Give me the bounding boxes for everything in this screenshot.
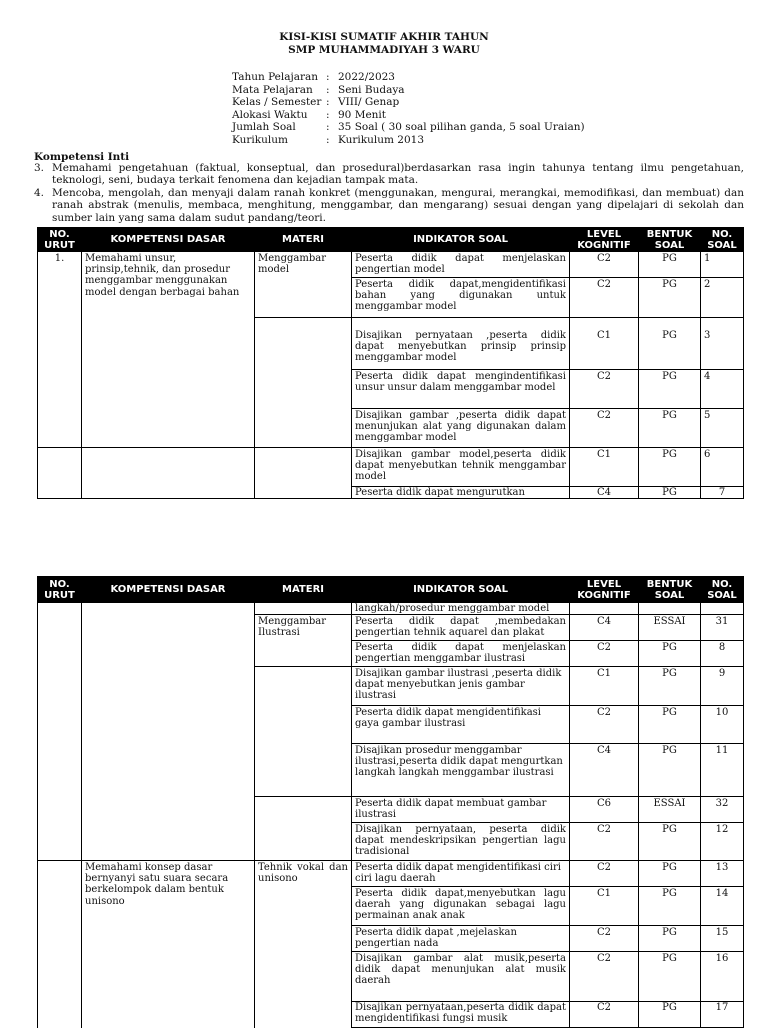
row-indikator: Peserta didik dapat membuat gambar ilustrasi [352,797,570,823]
meta-key: Kurikulum [232,133,288,146]
table-row: Disajikan prosedur menggambar ilustrasi,peserta didik dapat mengurtkan langkah langkah menggambar ilustrasi C4 PG 11 [38,744,744,797]
ki-item: 4. Mencoba, mengolah, dan menyaji dalam ranah konkret (menggunakan, mengurai, merangkai, memodifikasi, dan membuat) dan ranah abstrak (menulis, membaca, menghitung, menggambar, dan mengarang) sesuai dengan yang dipelajari di sekolah dan sumber lain yang sama dalam sudut pandang/teori. [34,187,744,224]
meta-key: Mata Pelajaran [232,83,313,96]
header-bentuk: BENTUK SOAL [639,577,701,603]
row-materi: Menggambar Ilustrasi [255,615,352,667]
header-kd: KOMPETENSI DASAR [82,577,255,603]
table-row: Peserta didik dapat ,mejelaskan pengertian nada C2 PG 15 [38,926,744,952]
row-indikator: Disajikan pernyataan, peserta didik dapat mendeskripsikan pengertian lagu tradisional [352,823,570,861]
table-row: Peserta didik dapat,mengidentifikasi bahan yang digunakan untuk menggambar model C2 PG 2 [38,278,744,318]
table-row: Disajikan pernyataan ,peserta didik dapat menyebutkan prinsip prinsip menggambar model C1 PG 3 [38,318,744,370]
table-row: Memahami konsep dasar bernyanyi satu suara secara berkelompok dalam bentuk unisono Tehnik vokal dan unisono Peserta didik dapat mengidentifikasi ciri ciri lagu daerah C2 PG 13 [38,861,744,887]
kisi-table-page-2 [37,576,744,1028]
table-row: 1. Memahami unsur, prinsip,tehnik, dan prosedur menggambar menggunakan model dengan berbagai bahan Menggambar model Peserta didik dapat menjelaskan pengertian model C2 PG 1 [38,252,744,278]
ki-heading: Kompetensi Inti [34,151,130,163]
table-row: Menggambar Ilustrasi Peserta didik dapat ,membedakan pengertian tehnik aquarel dan plakat C4 ESSAI 31 [38,615,744,641]
meta-value: 90 Menit [338,108,387,121]
meta-value: Seni Budaya [338,83,405,96]
row-indikator: Peserta didik dapat ,mejelaskan pengertian nada [352,926,570,952]
header-indikator: INDIKATOR SOAL [352,577,570,603]
table-row: Disajikan pernyataan,peserta didik dapat mengidentifikasi fungsi musik C2 PG 17 [38,1002,744,1028]
school-name: SMP MUHAMMADIYAH 3 WARU [288,44,480,56]
row-materi: Tehnik vokal dan unisono [255,861,352,1028]
meta-key: Alokasi Waktu [232,108,308,121]
table-row: Peserta didik dapat menjelaskan pengertian menggambar ilustrasi C2 PG 8 [38,641,744,667]
header-nomor: NO. SOAL [701,577,744,603]
table-row: Peserta didik dapat mengidentifikasi gaya gambar ilustrasi C2 PG 10 [38,706,744,744]
row-indikator: Disajikan gambar model,peserta didik dapat menyebutkan tehnik menggambar model [352,448,570,487]
row-indikator: Peserta didik dapat,mengidentifikasi bahan yang digunakan untuk menggambar model [352,278,570,318]
row-indikator: Disajikan gambar ilustrasi ,peserta didik dapat menyebutkan jenis gambar ilustrasi [352,667,570,706]
table-row: Peserta didik dapat mengindentifikasi unsur unsur dalam menggambar model C2 PG 4 [38,370,744,409]
header-level: LEVEL KOGNITIF [570,577,639,603]
meta-value: 35 Soal ( 30 soal pilihan ganda, 5 soal Uraian) [338,121,585,134]
row-indikator: Peserta didik dapat mengidentifikasi gaya gambar ilustrasi [352,706,570,744]
meta-block: Tahun Pelajaran : 2022/2023 Mata Pelajaran : Seni Budaya Kelas / Semester : VIII/ Genap Alokasi Waktu : 90 Menit Jumlah Soal : 35 Soal ( 30 soal pilihan ganda, 5 soal Uraian) Kurikulum : Kurikulum 2013 [232,71,585,146]
header-nomor: NO. SOAL [701,228,744,252]
table-row: Disajikan gambar alat musik,peserta didik dapat menunjukan alat musik daerah C2 PG 16 [38,952,744,1002]
row-indikator: Disajikan pernyataan ,peserta didik dapat menyebutkan prinsip prinsip menggambar model [352,318,570,370]
table-row: Peserta didik dapat mengurutkan C4 PG 7 [38,487,744,499]
row-indikator: Peserta didik dapat mengurutkan [352,487,570,499]
row-kd: Memahami konsep dasar bernyanyi satu suara secara berkelompok dalam bentuk unisono [82,861,255,1028]
row-kd: Memahami unsur, prinsip,tehnik, dan prosedur menggambar menggunakan model dengan berbagai bahan [82,252,255,448]
header-bentuk: BENTUK SOAL [639,228,701,252]
row-indikator: Disajikan gambar ,peserta didik dapat menunjukan alat yang digunakan dalam menggambar model [352,409,570,448]
row-indikator: Peserta didik dapat ,membedakan pengertian tehnik aquarel dan plakat [352,615,570,641]
meta-value: Kurikulum 2013 [338,133,425,146]
header-kd: KOMPETENSI DASAR [82,228,255,252]
table-row: Disajikan gambar ,peserta didik dapat menunjukan alat yang digunakan dalam menggambar model C2 PG 5 [38,409,744,448]
row-materi: Menggambar model [255,252,352,318]
table-row: Peserta didik dapat membuat gambar ilustrasi C6 ESSAI 32 [38,797,744,823]
row-indikator: Disajikan pernyataan,peserta didik dapat mengidentifikasi fungsi musik [352,1002,570,1028]
header-materi: MATERI [255,228,352,252]
meta-key: Kelas / Semester [232,96,322,109]
row-indikator: Peserta didik dapat menjelaskan pengertian model [352,252,570,278]
table-row: Disajikan gambar model,peserta didik dapat menyebutkan tehnik menggambar model C1 PG 6 [38,448,744,487]
header-no: NO. URUT [38,228,82,252]
header-materi: MATERI [255,577,352,603]
row-indikator: Peserta didik dapat,menyebutkan lagu daerah yang digunakan sebagai lagu permainan anak anak [352,887,570,926]
ki-item: 3. Memahami pengetahuan (faktual, konseptual, dan prosedural)berdasarkan rasa ingin tahunya tentang ilmu pengetahuan, teknologi, seni, budaya terkait fenomena dan kejadian tampak mata. [34,162,744,187]
row-indikator: Disajikan gambar alat musik,peserta didik dapat menunjukan alat musik daerah [352,952,570,1002]
meta-key: Jumlah Soal [232,121,296,134]
table-row: Disajikan gambar ilustrasi ,peserta didik dapat menyebutkan jenis gambar ilustrasi C1 PG 9 [38,667,744,706]
header-level: LEVEL KOGNITIF [570,228,639,252]
table-row [38,603,744,615]
row-indikator: Peserta didik dapat menjelaskan pengertian menggambar ilustrasi [352,641,570,667]
row-indikator: Peserta didik dapat mengidentifikasi ciri ciri lagu daerah [352,861,570,887]
meta-key: Tahun Pelajaran [232,71,319,83]
header-indikator: INDIKATOR SOAL [352,228,570,252]
row-indikator: Disajikan prosedur menggambar ilustrasi,peserta didik dapat mengurtkan langkah langkah menggambar ilustrasi [352,744,570,797]
table-row: Disajikan pernyataan, peserta didik dapat mendeskripsikan pengertian lagu tradisional C2 PG 12 [38,823,744,861]
kisi-table-page-1 [37,227,744,499]
meta-value: VIII/ Genap [338,96,400,109]
row-indikator: Peserta didik dapat mengindentifikasi unsur unsur dalam menggambar model [352,370,570,409]
header-no: NO. URUT [38,577,82,603]
row-indikator: langkah/prosedur menggambar model [352,603,570,615]
row-no: 1. [38,252,82,370]
table-row: Peserta didik dapat,menyebutkan lagu daerah yang digunakan sebagai lagu permainan anak anak C1 PG 14 [38,887,744,926]
doc-title: KISI-KISI SUMATIF AKHIR TAHUN [279,31,489,43]
meta-value: 2022/2023 [338,71,395,83]
